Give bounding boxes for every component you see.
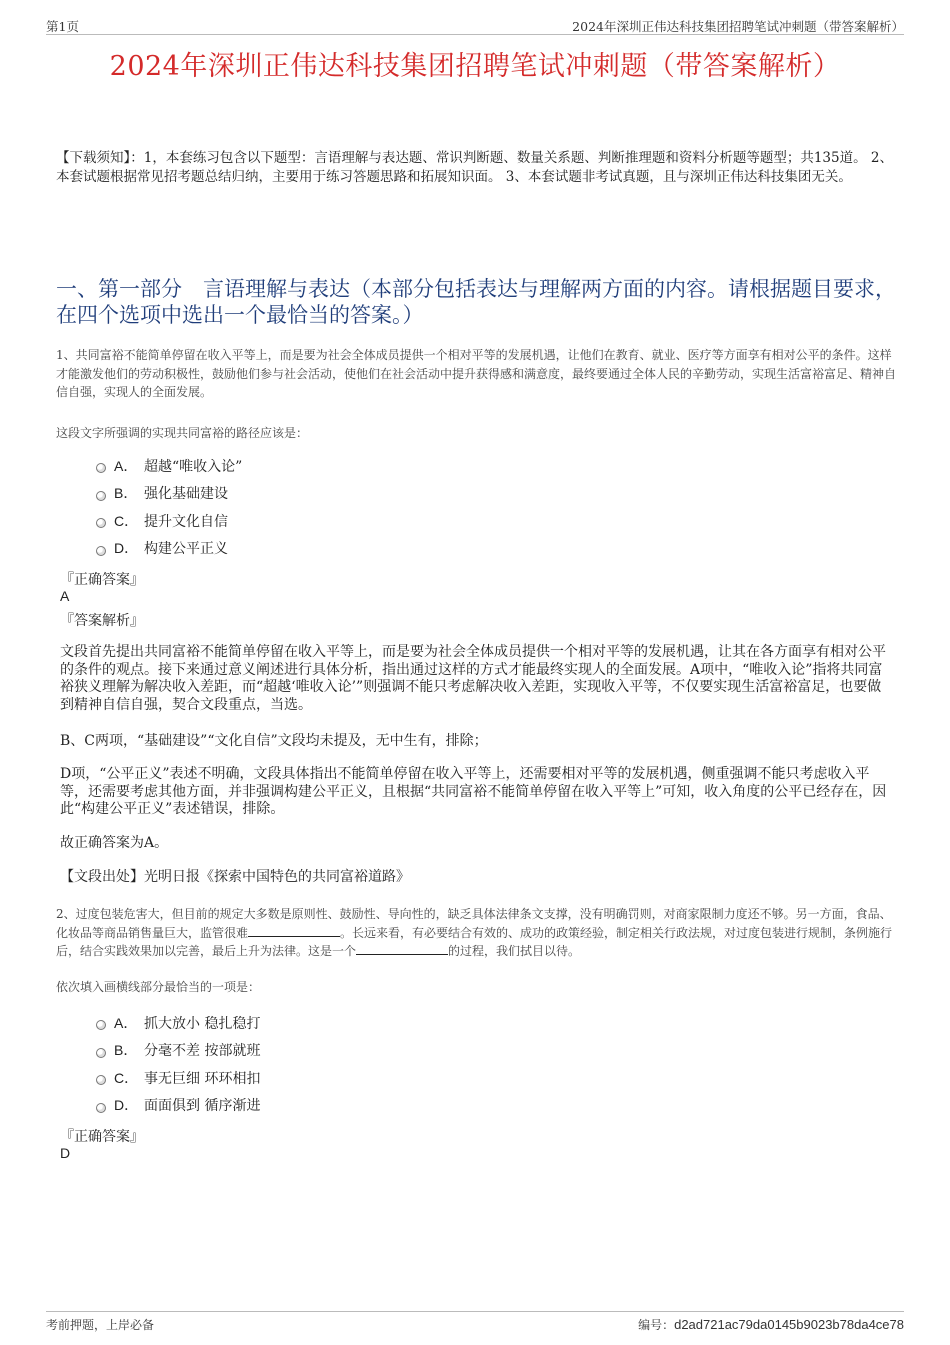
analysis-paragraph: 文段首先提出共同富裕不能简单停留在收入平等上，而是要为社会全体成员提供一个相对平等的发展机遇，让其在各方面享有相对公平的条件的观点。接下来通过意义阐述进行具体分析，指出通过这样的方式才能最终实现人的全面发展。A项中，“唯收入论”指将共同富裕狭义理解为解决收入差距，而“超越‘唯收入论’”则强调不能只考虑解决收入差距，实现收入平等，不仅要实现生活富裕富足，也要做到精神自信自强，契合文段重点，当选。 (60, 644, 886, 713)
option-label: 面面俱到 循序渐进 (144, 1098, 261, 1115)
option-b[interactable]: B． 分毫不差 按部就班 (96, 1037, 596, 1065)
analysis-paragraph: D项，“公平正义”表述不明确，文段具体指出不能简单停留在收入平等上，还需要相对平等的发展机遇，侧重强调不能只考虑收入平等，还需要考虑其他方面，并非强调构建公平正义，且根据“共同富裕不能简单停留在收入平等上”可知，收入角度的公平已经存在，因此“构建公平正义”表述错误，排除。 (60, 766, 887, 817)
question-1-text: 1、共同富裕不能简单停留在收入平等上，而是要为社会全体成员提供一个相对平等的发展机遇，让他们在教育、就业、医疗等方面享有相对公平的条件。这样才能激发他们的劳动积极性，鼓励他们参与社会活动，使他们在社会活动中提升获得感和满意度，最终要通过全体人民的辛勤劳动，实现生活富裕富足、精神自信自强，实现人的全面发展。 (56, 348, 897, 399)
question-1-answer: A (60, 588, 70, 604)
correct-answer-label: 『正确答案』 (60, 572, 144, 588)
option-d[interactable]: D． 面面俱到 循序渐进 (96, 1092, 596, 1120)
option-label: 强化基础建设 (144, 486, 228, 503)
radio-icon[interactable] (96, 518, 106, 528)
option-c[interactable]: C． 提升文化自信 (96, 507, 596, 535)
option-label: 分毫不差 按部就班 (144, 1043, 261, 1060)
radio-icon[interactable] (96, 463, 106, 473)
option-label: 构建公平正义 (144, 541, 228, 558)
radio-icon[interactable] (96, 1048, 106, 1058)
question-2-answer: D (60, 1145, 71, 1161)
option-c[interactable]: C． 事无巨细 环环相扣 (96, 1064, 596, 1092)
page-footer (46, 1311, 904, 1332)
option-a[interactable]: A． 超越“唯收入论” (96, 452, 596, 480)
question-1-prompt: 这段文字所强调的实现共同富裕的路径应该是： (56, 426, 309, 440)
option-d[interactable]: D． 构建公平正义 (96, 535, 596, 563)
analysis-paragraph: B、C两项，“基础建设”“文化自信”文段均未提及，无中生有，排除； (60, 733, 488, 749)
page-header (46, 14, 904, 35)
analysis-conclusion: 故正确答案为A。 (60, 835, 169, 851)
download-notice: 【下载须知】：1，本套练习包含以下题型：言语理解与表达题、常识判断题、数量关系题、判断推理题和资料分析题等题型；共135道。 2、本套试题根据常见招考题总结归纳，主要用于练习答题思路和拓展知识面。 3、本套试题非考试真题，且与深圳正伟达科技集团无关。 (56, 150, 893, 185)
analysis-label: 『答案解析』 (60, 613, 144, 629)
option-label: 抓大放小 稳扎稳打 (144, 1015, 261, 1032)
question-2-options (96, 1009, 596, 1119)
question-2-prompt: 依次填入画横线部分最恰当的一项是： (56, 980, 261, 994)
option-label: 事无巨细 环环相扣 (144, 1070, 261, 1087)
option-a[interactable]: A． 抓大放小 稳扎稳打 (96, 1009, 596, 1037)
question-1-options (96, 452, 596, 562)
option-b[interactable]: B． 强化基础建设 (96, 480, 596, 508)
page-number: 第1页 (46, 19, 79, 34)
radio-icon[interactable] (96, 1020, 106, 1030)
radio-icon[interactable] (96, 1103, 106, 1113)
option-label: 提升文化自信 (144, 513, 228, 530)
question-2-text: 2、过度包装危害大，但目前的规定大多数是原则性、鼓励性、导向性的，缺乏具体法律条文支撑，没有明确罚则，对商家限制力度还不够。另一方面，食品、化妆品等商品销售量巨大，监管很难 。长远来看，有必要结合有效的、成功的政策经验，制定相关行政法规，对过度包装进行规制，条例施行后，结合实践效果加以完善，最后上升为法律。这是一个 的过程，我们拭目以待。 (56, 907, 893, 958)
fill-blank (248, 924, 340, 937)
option-label: 超越“唯收入论” (144, 458, 243, 475)
header-title: 2024年深圳正伟达科技集团招聘笔试冲刺题（带答案解析） (572, 19, 904, 34)
fill-blank (356, 942, 448, 955)
correct-answer-label: 『正确答案』 (60, 1129, 144, 1145)
footer-slogan: 考前押题，上岸必备 (46, 1318, 155, 1332)
radio-icon[interactable] (96, 1075, 106, 1085)
source-citation: 【文段出处】光明日报《探索中国特色的共同富裕道路》 (60, 869, 410, 885)
section-heading: 一、第一部分 言语理解与表达（本部分包括表达与理解两方面的内容。请根据题目要求，在四个选项中选出一个最恰当的答案。） (56, 277, 896, 327)
document-title: 2024年深圳正伟达科技集团招聘笔试冲刺题（带答案解析） (109, 51, 841, 82)
radio-icon[interactable] (96, 491, 106, 501)
footer-code: 编号：d2ad721ac79da0145b9023b78da4ce78 (638, 1317, 904, 1332)
radio-icon[interactable] (96, 546, 106, 556)
